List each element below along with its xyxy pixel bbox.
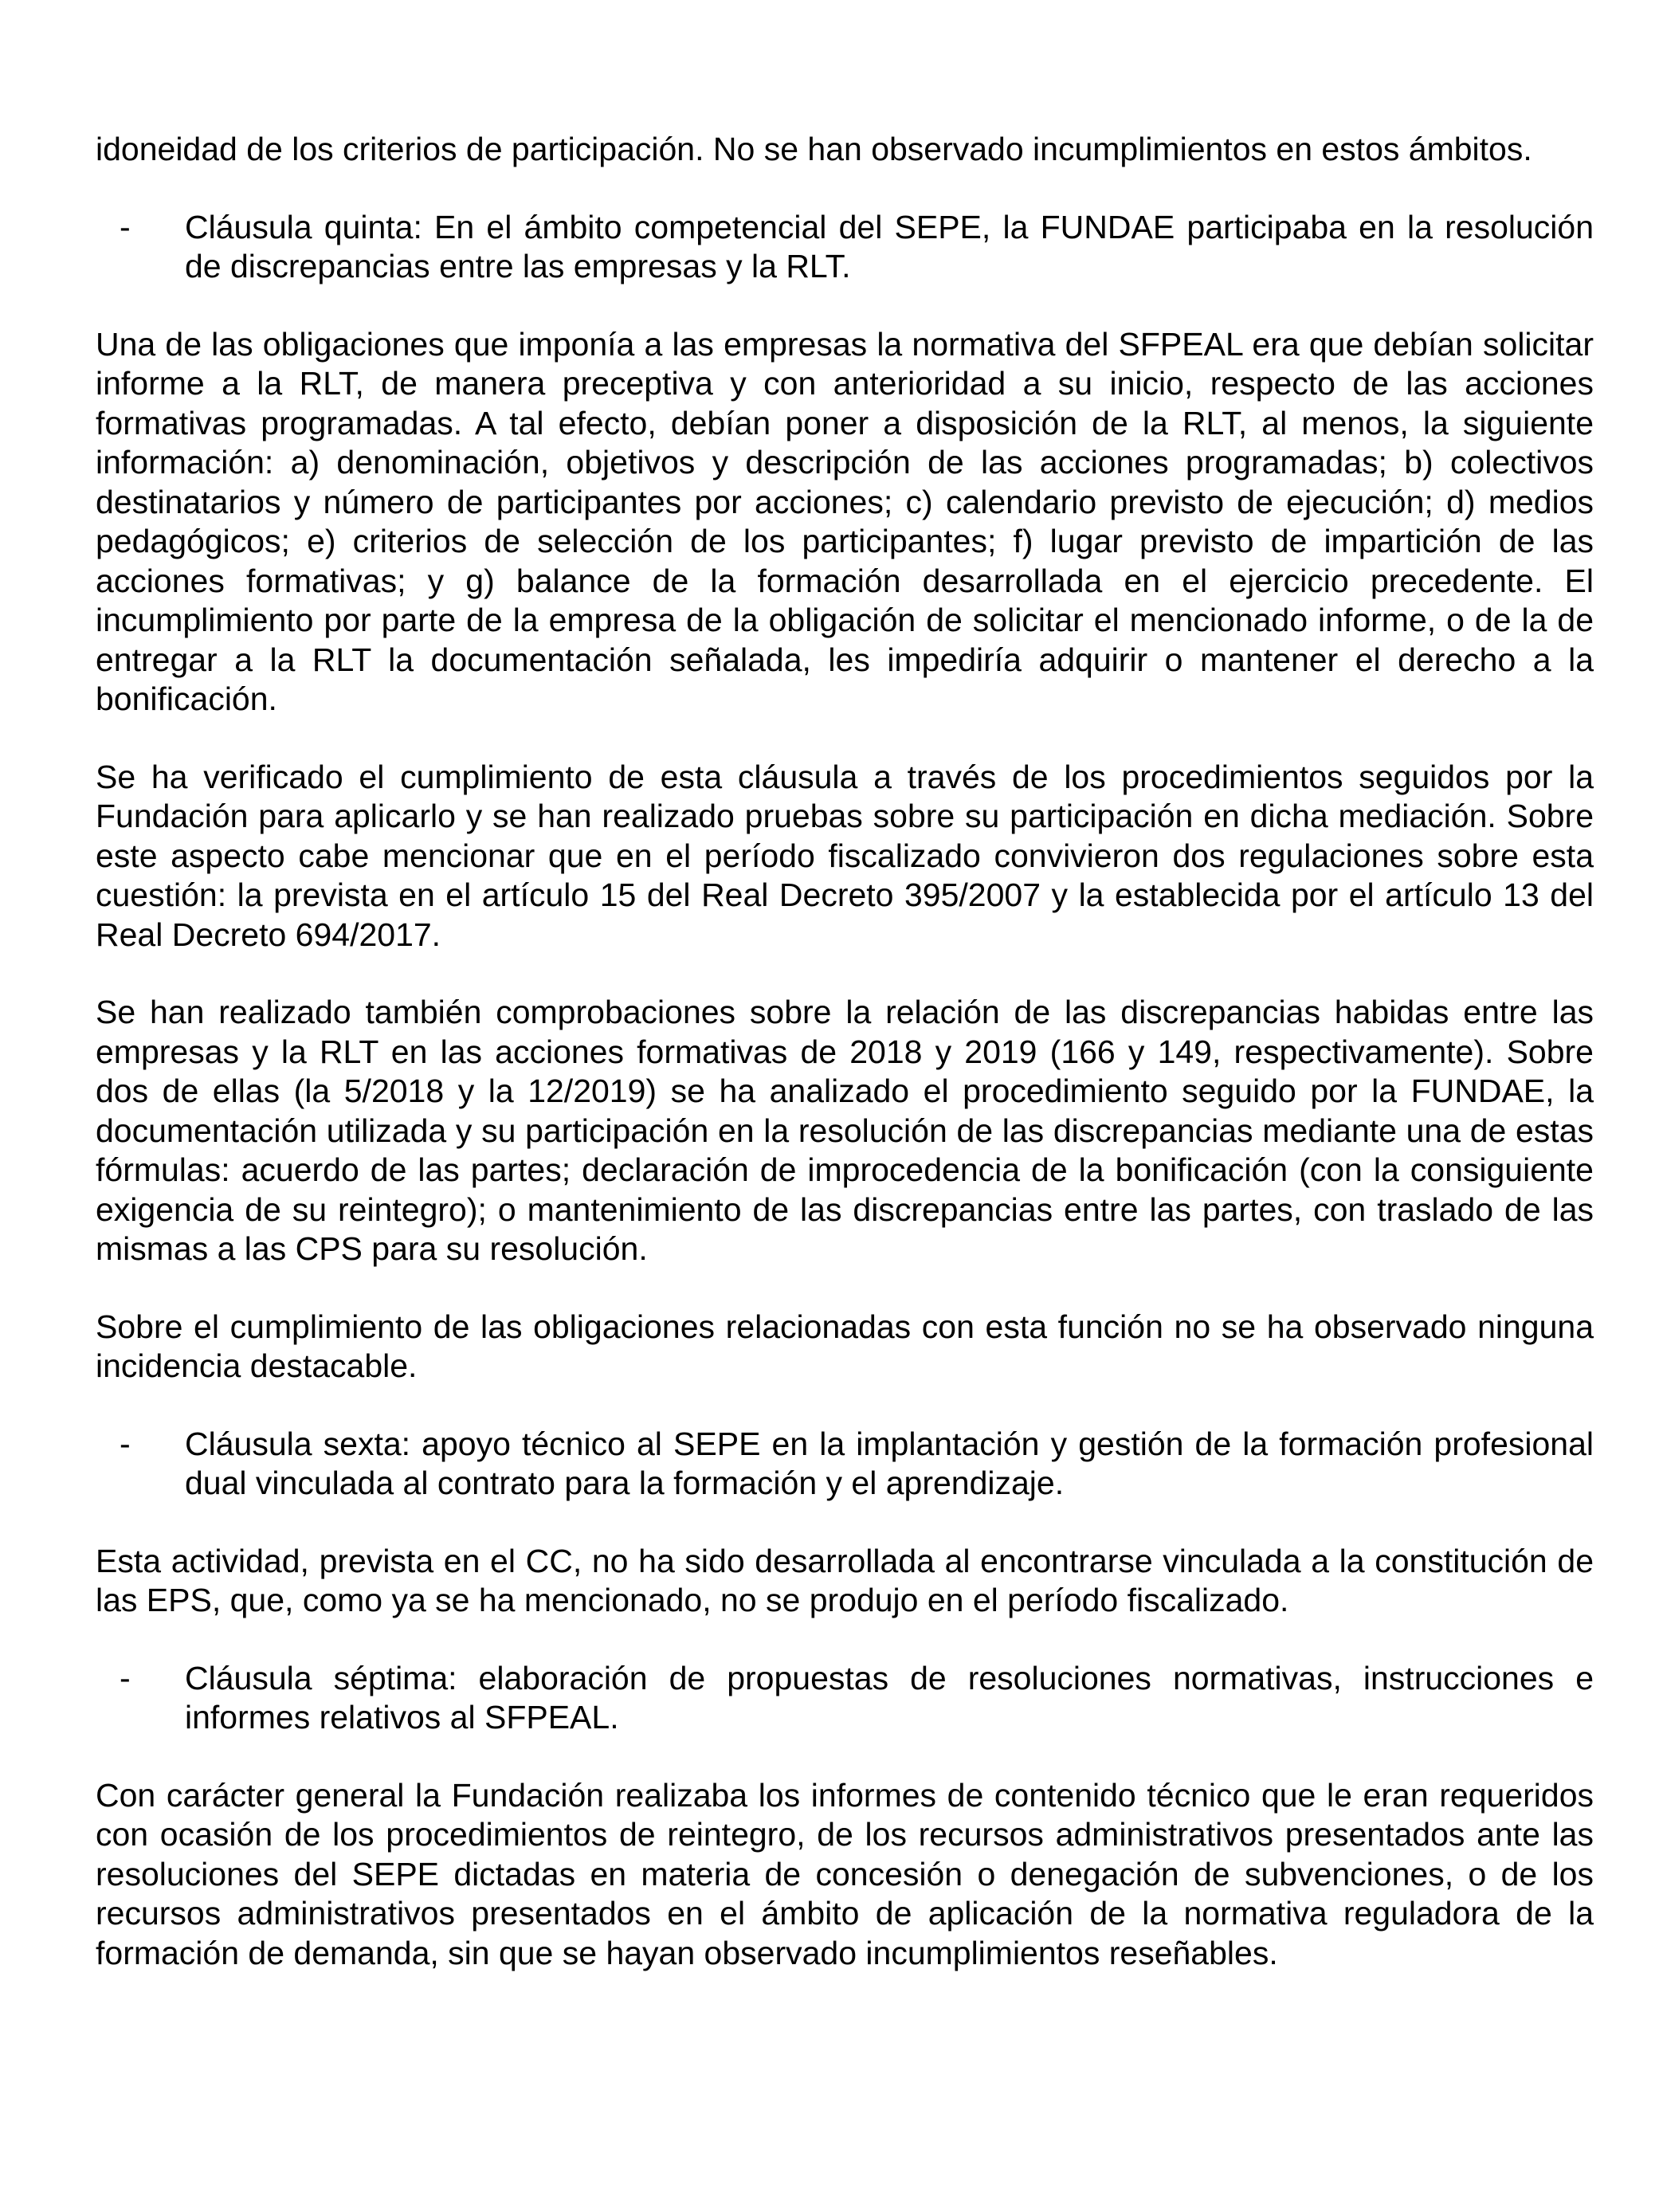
bullet-clausula-sexta <box>96 1425 1594 1504</box>
paragraph-verification: Se ha verificado el cumplimiento de esta cláusula a través de los procedimientos seguidos por la Fundación para aplicarlo y se han realizado pruebas sobre su participación en dicha mediación. Sobre este aspecto cabe mencionar que en el período fiscalizado convivieron dos regulaciones sobre esta cuestión: la prevista en el artículo 15 del Real Decreto 395/2007 y la establecida por el artículo 13 del Real Decreto 694/2017. <box>96 758 1594 953</box>
bullet-text: Cláusula séptima: elaboración de propuestas de resoluciones normativas, instrucciones e informes relativos al SFPEAL. <box>185 1659 1594 1735</box>
bullet-text: Cláusula quinta: En el ámbito competencial del SEPE, la FUNDAE participaba en la resolución de discrepancias entre las empresas y la RLT. <box>185 208 1594 284</box>
bullet-clausula-quinta <box>96 208 1594 287</box>
paragraph-discrepancies: Se han realizado también comprobaciones sobre la relación de las discrepancias habidas entre las empresas y la RLT en las acciones formativas de 2018 y 2019 (166 y 149, respectivamente). Sobre dos de ellas (la 5/2018 y la 12/2019) se ha analizado el procedimiento seguido por la FUNDAE, la documentación utilizada y su participación en la resolución de las discrepancias mediante una de estas fórmulas: acuerdo de las partes; declaración de improcedencia de la bonificación (con la consiguiente exigencia de su reintegro); o mantenimiento de las discrepancias entre las partes, con traslado de las mismas a las CPS para su resolución. <box>96 994 1594 1267</box>
bullet-marker: - <box>120 208 131 245</box>
paragraph-no-incidents: Sobre el cumplimiento de las obligaciones relacionadas con esta función no se ha observado ninguna incidencia destacable. <box>96 1308 1594 1384</box>
bullet-marker: - <box>120 1425 131 1462</box>
paragraph-eps-activity: Esta actividad, prevista en el CC, no ha sido desarrollada al encontrarse vinculada a la constitución de las EPS, que, como ya se ha mencionado, no se produjo en el período fiscalizado. <box>96 1542 1594 1618</box>
bullet-marker: - <box>120 1659 131 1696</box>
bullet-clausula-septima <box>96 1659 1594 1738</box>
bullet-text: Cláusula sexta: apoyo técnico al SEPE en la implantación y gestión de la formación profesional dual vinculada al contrato para la formación y el aprendizaje. <box>185 1425 1594 1501</box>
paragraph-technical-reports: Con carácter general la Fundación realizaba los informes de contenido técnico que le eran requeridos con ocasión de los procedimientos de reintegro, de los recursos administrativos presentados ante las resoluciones del SEPE dictadas en materia de concesión o denegación de subvenciones, o de los recursos administrativos presentados en el ámbito de aplicación de la normativa reguladora de la formación de demanda, sin que se hayan observado incumplimientos reseñables. <box>96 1776 1594 1971</box>
paragraph-participation-criteria: idoneidad de los criterios de participación. No se han observado incumplimientos en estos ámbitos. <box>96 131 1532 167</box>
paragraph-rlt-obligations: Una de las obligaciones que imponía a las empresas la normativa del SFPEAL era que debían solicitar informe a la RLT, de manera preceptiva y con anterioridad a su inicio, respecto de las acciones formativas programadas. A tal efecto, debían poner a disposición de la RLT, al menos, la siguiente información: a) denominación, objetivos y descripción de las acciones programadas; b) colectivos destinatarios y número de participantes por acciones; c) calendario previsto de ejecución; d) medios pedagógicos; e) criterios de selección de los participantes; f) lugar previsto de impartición de las acciones formativas; y g) balance de la formación desarrollada en el ejercicio precedente. El incumplimiento por parte de la empresa de la obligación de solicitar el mencionado informe, o de la de entregar a la RLT la documentación señalada, les impediría adquirir o mantener el derecho a la bonificación. <box>96 325 1594 717</box>
document-body <box>96 130 1594 2011</box>
